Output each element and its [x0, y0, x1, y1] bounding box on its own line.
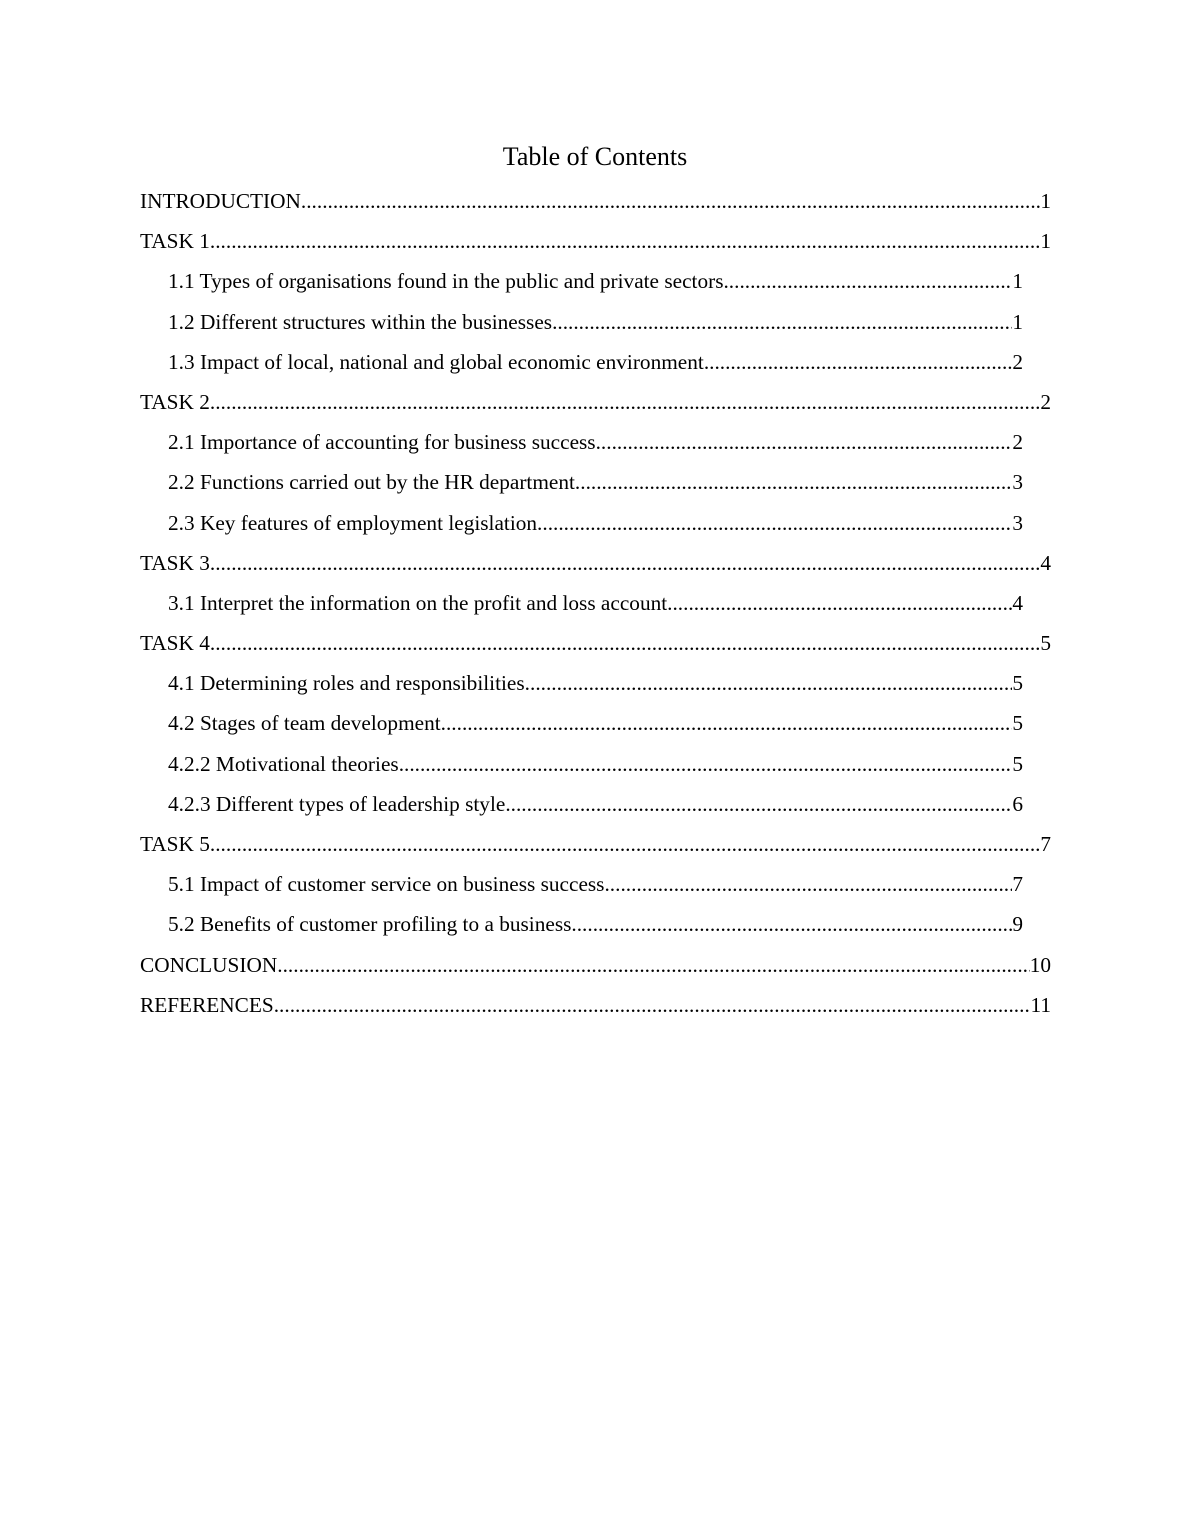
toc-page-number: 2	[1040, 389, 1051, 414]
dot-leader	[525, 663, 1013, 703]
dot-leader	[505, 784, 1012, 824]
toc-entry-1-3[interactable]	[140, 342, 1051, 382]
toc-entry-task-5[interactable]	[140, 824, 1051, 864]
toc-entry-conclusion[interactable]	[140, 945, 1051, 985]
toc-page-number: 7	[1040, 832, 1051, 856]
toc-entry-label: TASK 3	[140, 550, 210, 575]
toc-entry-label: 5.1 Impact of customer service on business success	[168, 872, 605, 897]
toc-entry-5-1[interactable]	[140, 864, 1051, 904]
dot-leader	[210, 382, 1040, 422]
dot-leader	[210, 623, 1040, 663]
toc-page-number: 3	[1012, 470, 1023, 495]
toc-entry-introduction[interactable]	[140, 181, 1051, 221]
toc-page-number: 7	[1012, 872, 1023, 897]
toc-page-number: 5	[1040, 631, 1051, 656]
toc-entry-1-2[interactable]	[140, 302, 1051, 342]
toc-page-number: 10	[1029, 952, 1051, 977]
toc-entry-task-4[interactable]	[140, 623, 1051, 663]
toc-entry-2-2[interactable]	[140, 462, 1051, 502]
toc-page-number: 1	[1040, 189, 1051, 213]
toc-entry-4-1[interactable]	[140, 663, 1051, 703]
dot-leader	[537, 503, 1012, 543]
toc-page-number: 4	[1012, 590, 1023, 615]
dot-leader	[210, 824, 1040, 864]
dot-leader	[399, 744, 1013, 784]
toc-page-number: 11	[1030, 992, 1051, 1017]
page-title: Table of Contents	[502, 142, 688, 171]
toc-entry-task-3[interactable]	[140, 543, 1051, 583]
toc-page-number: 1	[1012, 269, 1023, 294]
dot-leader	[441, 703, 1013, 743]
toc-entry-label: TASK 4	[140, 631, 210, 656]
dot-leader	[667, 583, 1012, 623]
dot-leader	[575, 462, 1012, 502]
toc-entry-label: 4.2.3 Different types of leadership style	[168, 791, 506, 816]
toc-entry-4-2-2[interactable]	[140, 744, 1051, 784]
toc-entry-label: REFERENCES	[140, 992, 274, 1017]
table-of-contents	[140, 181, 1051, 1025]
toc-page-number: 5	[1012, 711, 1023, 736]
toc-entry-label: TASK 1	[140, 229, 210, 254]
toc-entry-2-3[interactable]	[140, 503, 1051, 543]
toc-page-number: 1	[1012, 309, 1023, 334]
toc-entry-task-2[interactable]	[140, 382, 1051, 422]
dot-leader	[604, 864, 1012, 904]
toc-page-number: 2	[1012, 349, 1023, 374]
toc-page-number: 9	[1012, 912, 1023, 937]
dot-leader	[596, 422, 1013, 462]
dot-leader	[210, 221, 1040, 261]
toc-entry-references[interactable]	[140, 985, 1051, 1025]
toc-entry-label: CONCLUSION	[140, 952, 278, 977]
dot-leader	[704, 342, 1013, 382]
toc-entry-label: 5.2 Benefits of customer profiling to a business	[168, 912, 572, 937]
toc-page-number: 6	[1012, 791, 1023, 816]
dot-leader	[277, 945, 1029, 985]
toc-entry-label: TASK 2	[140, 389, 210, 414]
dot-leader	[571, 904, 1012, 944]
toc-entry-label: 3.1 Interpret the information on the profit and loss account	[168, 590, 668, 615]
toc-page-number: 1	[1040, 229, 1051, 254]
toc-entry-5-2[interactable]	[140, 904, 1051, 944]
toc-page-number: 3	[1012, 510, 1023, 535]
dot-leader	[552, 302, 1012, 342]
toc-page-number: 2	[1012, 430, 1023, 455]
toc-entry-1-1[interactable]	[140, 261, 1051, 301]
toc-entry-task-1[interactable]	[140, 221, 1051, 261]
toc-entry-label: 2.2 Functions carried out by the HR department	[168, 470, 575, 495]
toc-entry-label: 4.2.2 Motivational theories	[168, 751, 399, 776]
toc-entry-label: 1.3 Impact of local, national and global economic environment	[168, 349, 704, 374]
toc-entry-label: 1.2 Different structures within the businesses	[168, 309, 553, 334]
toc-entry-3-1[interactable]	[140, 583, 1051, 623]
toc-entry-label: 4.2 Stages of team development	[168, 711, 441, 736]
toc-page-number: 5	[1012, 751, 1023, 776]
toc-entry-4-2[interactable]	[140, 703, 1051, 743]
toc-entry-4-2-3[interactable]	[140, 784, 1051, 824]
dot-leader	[210, 543, 1040, 583]
dot-leader	[301, 181, 1040, 221]
dot-leader	[274, 985, 1031, 1025]
toc-page-number: 4	[1040, 550, 1051, 575]
toc-page-number: 5	[1012, 671, 1023, 696]
toc-entry-label: INTRODUCTION	[140, 189, 301, 213]
toc-entry-label: 2.1 Importance of accounting for business success	[168, 430, 596, 455]
toc-entry-label: 4.1 Determining roles and responsibilities	[168, 671, 525, 696]
toc-entry-label: 1.1 Types of organisations found in the public and private sectors	[168, 269, 724, 294]
toc-entry-2-1[interactable]	[140, 422, 1051, 462]
toc-entry-label: TASK 5	[140, 832, 210, 856]
dot-leader	[723, 261, 1012, 301]
toc-entry-label: 2.3 Key features of employment legislation	[168, 510, 538, 535]
